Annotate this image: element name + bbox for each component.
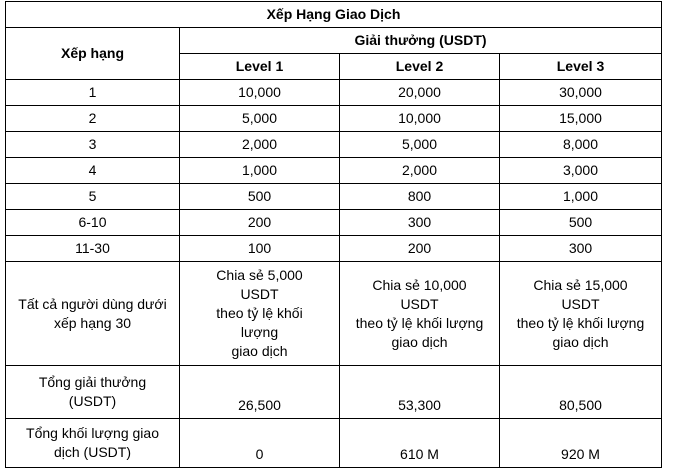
share-cell-level-3: Chia sẻ 15,000 USDT theo tỷ lệ khối lượng giao dịch (500, 262, 662, 366)
rank-cell: 4 (6, 158, 180, 184)
rank-cell: 6-10 (6, 210, 180, 236)
table-title: Xếp Hạng Giao Dịch (6, 2, 662, 28)
total-prize-label: Tổng giải thưởng (USDT) (6, 366, 180, 419)
prize-cell: 200 (340, 236, 500, 262)
table-row (6, 106, 662, 132)
level-1-header: Level 1 (180, 54, 340, 80)
share-cell-level-1: Chia sẻ 5,000 USDT theo tỷ lệ khối lượng giao dịch (180, 262, 340, 366)
table-row (6, 184, 662, 210)
level-3-header: Level 3 (500, 54, 662, 80)
rewards-table (5, 1, 662, 468)
prize-cell: 2,000 (180, 132, 340, 158)
table-row (6, 158, 662, 184)
total-volume-level-1: 0 (180, 419, 340, 468)
prize-cell: 20,000 (340, 80, 500, 106)
rewards-table-container (5, 1, 661, 468)
prize-cell: 30,000 (500, 80, 662, 106)
prize-header-row (6, 28, 662, 54)
prize-cell: 5,000 (340, 132, 500, 158)
share-row (6, 262, 662, 366)
total-prize-row (6, 366, 662, 419)
share-row-label: Tất cả người dùng dưới xếp hạng 30 (6, 262, 180, 366)
rank-cell: 3 (6, 132, 180, 158)
prize-cell: 200 (180, 210, 340, 236)
level-2-header: Level 2 (340, 54, 500, 80)
prize-cell: 300 (340, 210, 500, 236)
prize-cell: 8,000 (500, 132, 662, 158)
table-row (6, 210, 662, 236)
prize-cell: 3,000 (500, 158, 662, 184)
rank-cell: 11-30 (6, 236, 180, 262)
rank-cell: 1 (6, 80, 180, 106)
prize-cell: 300 (500, 236, 662, 262)
prize-cell: 5,000 (180, 106, 340, 132)
table-row (6, 80, 662, 106)
total-prize-level-1: 26,500 (180, 366, 340, 419)
table-title-row (6, 2, 662, 28)
total-volume-level-3: 920 M (500, 419, 662, 468)
prize-cell: 10,000 (180, 80, 340, 106)
share-cell-level-2: Chia sẻ 10,000 USDT theo tỷ lệ khối lượng giao dịch (340, 262, 500, 366)
prize-cell: 15,000 (500, 106, 662, 132)
prize-cell: 800 (340, 184, 500, 210)
rank-column-header: Xếp hạng (6, 28, 180, 80)
total-prize-level-2: 53,300 (340, 366, 500, 419)
prize-cell: 2,000 (340, 158, 500, 184)
prize-column-header: Giải thưởng (USDT) (180, 28, 662, 54)
total-volume-row (6, 419, 662, 468)
prize-cell: 100 (180, 236, 340, 262)
prize-cell: 1,000 (180, 158, 340, 184)
prize-cell: 10,000 (340, 106, 500, 132)
prize-cell: 1,000 (500, 184, 662, 210)
table-row (6, 132, 662, 158)
prize-cell: 500 (500, 210, 662, 236)
total-volume-level-2: 610 M (340, 419, 500, 468)
table-row (6, 236, 662, 262)
total-volume-label: Tổng khối lượng giao dịch (USDT) (6, 419, 180, 468)
prize-cell: 500 (180, 184, 340, 210)
rank-cell: 2 (6, 106, 180, 132)
rank-cell: 5 (6, 184, 180, 210)
total-prize-level-3: 80,500 (500, 366, 662, 419)
